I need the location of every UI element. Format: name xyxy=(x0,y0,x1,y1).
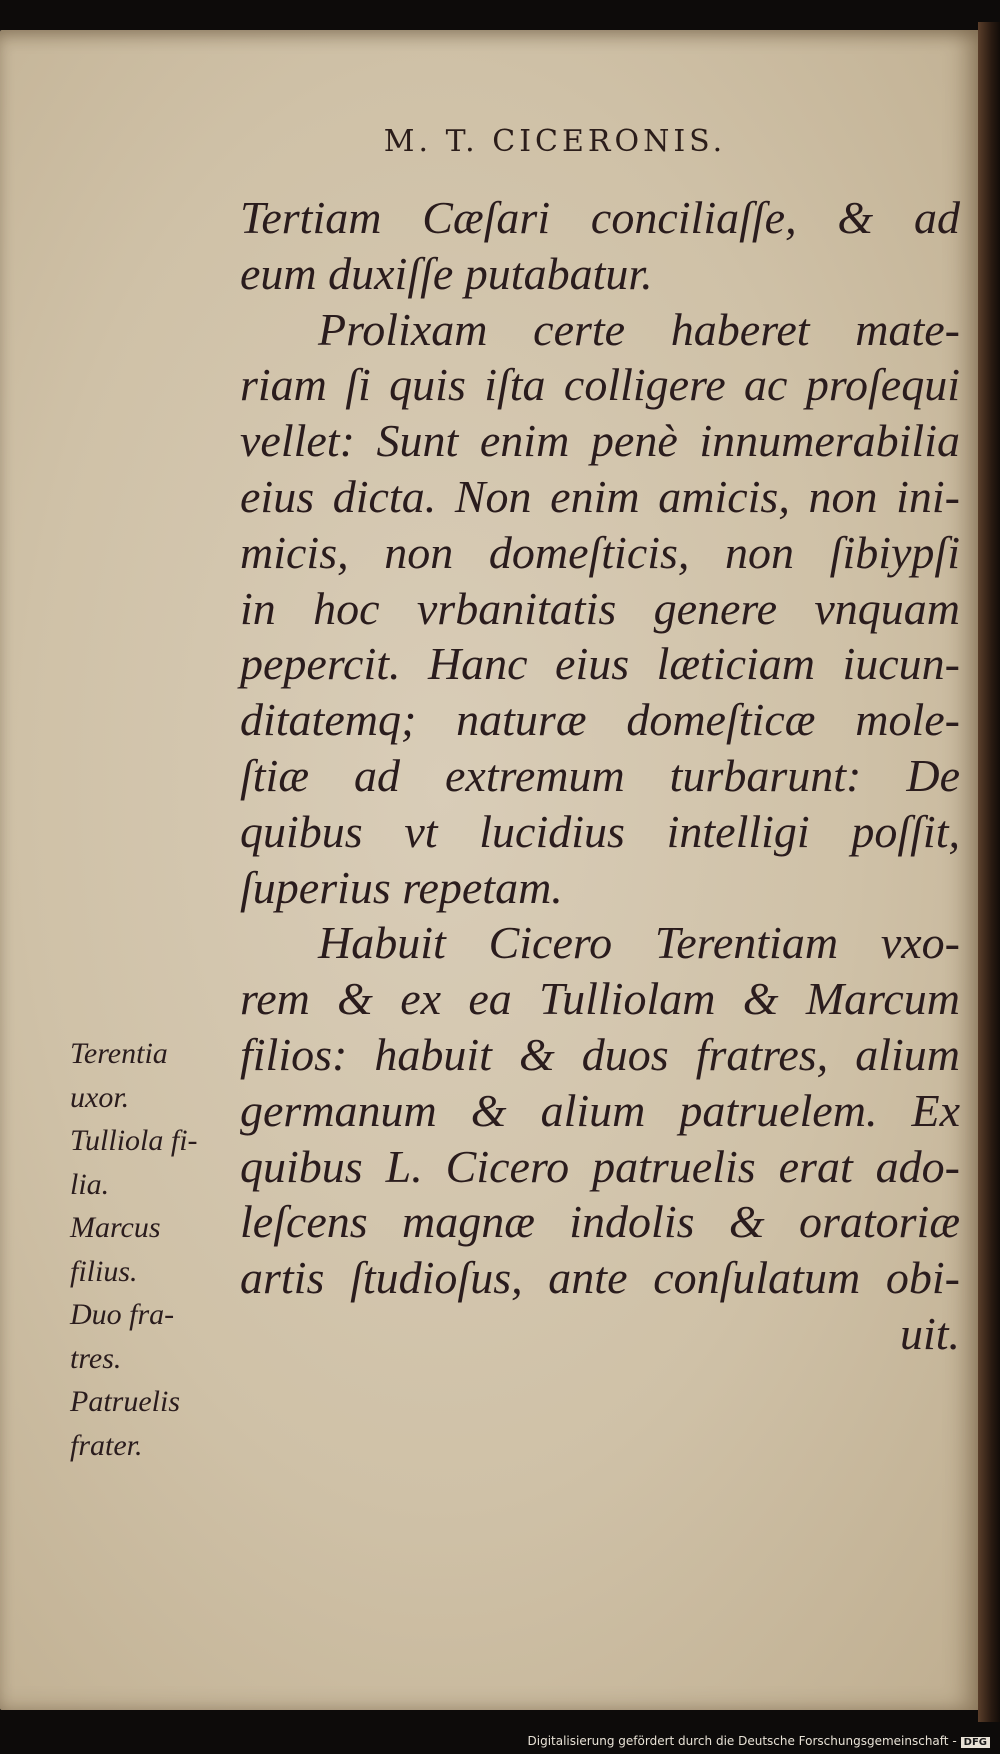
text-line: ſtiæ ad extremum turbarunt: De xyxy=(240,749,960,801)
text-line: quibus vt lucidius intelligi poſſit, xyxy=(240,805,960,857)
margin-note: Patruelis xyxy=(70,1385,180,1418)
text-line: artis ſtudioſus, ante conſulatum obi- xyxy=(240,1252,960,1304)
margin-notes xyxy=(70,1032,240,1467)
text-line: filios: habuit & duos fratres, alium xyxy=(240,1028,960,1080)
text-line: ditatemq; naturæ domeſticæ mole- xyxy=(240,694,960,746)
text-line: germanum & alium patruelem. Ex xyxy=(240,1084,960,1136)
text-line: ſuperius repetam. xyxy=(240,861,563,913)
running-header: M. T. CICERONIS. xyxy=(383,124,727,159)
text-line: rem & ex ea Tulliolam & Marcum xyxy=(240,973,960,1025)
text-line: quibus L. Cicero patruelis erat ado- xyxy=(240,1140,960,1192)
margin-note: Terentia xyxy=(70,1037,168,1070)
margin-note: filius. xyxy=(70,1254,138,1288)
page-edge xyxy=(978,22,1000,1722)
margin-note: uxor. xyxy=(70,1080,130,1114)
margin-note: frater. xyxy=(70,1428,143,1462)
credit-text: Digitalisierung gefördert durch die Deutsche Forschungsgemeinschaft - xyxy=(527,1734,957,1748)
digitization-credit xyxy=(528,1734,991,1748)
text-line: micis, non domeſticis, non ſibiypſi xyxy=(240,526,960,578)
text-line: Habuit Cicero Terentiam vxo- xyxy=(318,917,960,969)
text-line: vellet: Sunt enim penè innumerabilia xyxy=(240,415,960,467)
margin-note: lia. xyxy=(70,1167,110,1201)
text-line: eum duxiſſe putabatur. xyxy=(240,247,653,299)
dfg-logo: DFG xyxy=(961,1737,990,1748)
margin-note: Tulliola fi- xyxy=(70,1124,198,1157)
margin-note: tres. xyxy=(70,1341,122,1375)
text-line: in hoc vrbanitatis genere vnquam xyxy=(240,582,960,634)
text-line: eius dicta. Non enim amicis, non ini- xyxy=(240,470,960,522)
main-text xyxy=(240,190,960,1362)
margin-note: Marcus xyxy=(70,1211,161,1244)
text-line: riam ſi quis iſta colligere ac proſequi xyxy=(240,359,960,411)
text-line: uit. xyxy=(899,1307,960,1359)
text-line: leſcens magnæ indolis & oratoriæ xyxy=(240,1196,960,1248)
text-line: Prolixam certe haberet mate- xyxy=(318,303,960,355)
text-line: Tertiam Cæſari conciliaſſe, & ad xyxy=(240,192,960,243)
margin-note: Duo fra- xyxy=(70,1298,175,1331)
text-line: pepercit. Hanc eius læticiam iucun- xyxy=(240,638,960,690)
